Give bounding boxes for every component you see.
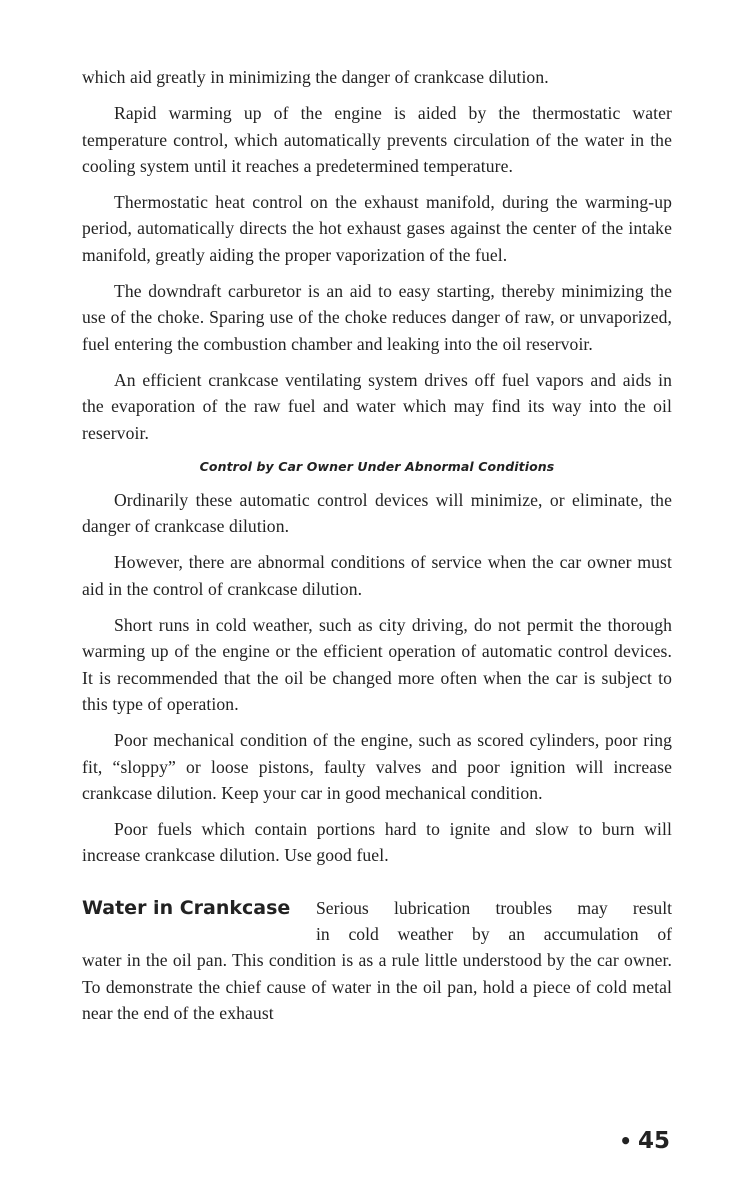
water-in-crankcase-section [82,895,672,1026]
water-section-lead-line-2: in cold weather by an accumulation of [316,924,672,945]
paragraph-poor-fuels: Poor fuels which contain portions hard to ignite and slow to burn will increase crankcase dilution. Use good fuel. [82,819,672,866]
page-number-bullet: • [619,1129,632,1153]
water-section-lead-line-1: Serious lubrication troubles may result [316,897,672,918]
paragraph-ventilating-system: An efficient crankcase ventilating system drives off fuel vapors and aids in the evaporation of the raw fuel and water which may find its way into the oil reservoir. [82,369,672,443]
paragraph-continuation: which aid greatly in minimizing the danger of crankcase dilution. [82,67,549,87]
paragraph-downdraft-carburetor: The downdraft carburetor is an aid to easy starting, thereby minimizing the use of the choke. Sparing use of the choke reduces danger of raw, or unvaporized, fuel entering the combustion chamber and leaking into the oil reservoir. [82,281,672,354]
page-number [619,1128,670,1154]
paragraph-short-runs: Short runs in cold weather, such as city driving, do not permit the thorough warming up of the engine or the efficient operation of automatic control devices. It is recommended that the oil be changed more often when the car is subject to this type of operation. [82,615,672,714]
paragraph-mechanical-condition: Poor mechanical condition of the engine, such as scored cylinders, poor ring fit, “sloppy” or loose pistons, faulty valves and poor ignition will increase crankcase dilution. Keep your car in good mechanical condition. [82,730,672,803]
paragraph-abnormal-conditions: However, there are abnormal conditions of service when the car owner must aid in the control of crankcase dilution. [82,552,672,599]
section-subheading: Control by Car Owner Under Abnormal Conditions [199,458,555,474]
water-section-body: water in the oil pan. This condition is as a rule little understood by the car owner. To demonstrate the chief cause of water in the oil pan, hold a piece of cold metal near the end of the exhaust [82,950,672,1023]
paragraph-heat-control: Thermostatic heat control on the exhaust manifold, during the warming-up period, automatically directs the hot exhaust gases against the center of the intake manifold, greatly aiding the proper vaporization of the fuel. [82,192,672,265]
paragraph-ordinarily: Ordinarily these automatic control devices will minimize, or eliminate, the danger of crankcase dilution. [82,489,672,537]
water-section-first-line [82,895,672,921]
page-number-value: 45 [637,1128,670,1154]
water-section-heading: Water in Crankcase [82,896,291,919]
paragraph-thermostatic-water: Rapid warming up of the engine is aided by the thermostatic water temperature control, which automatically prevents circulation of the water in the cooling system until it reaches a predetermined temperature. [82,103,672,176]
page-content [82,64,672,1026]
